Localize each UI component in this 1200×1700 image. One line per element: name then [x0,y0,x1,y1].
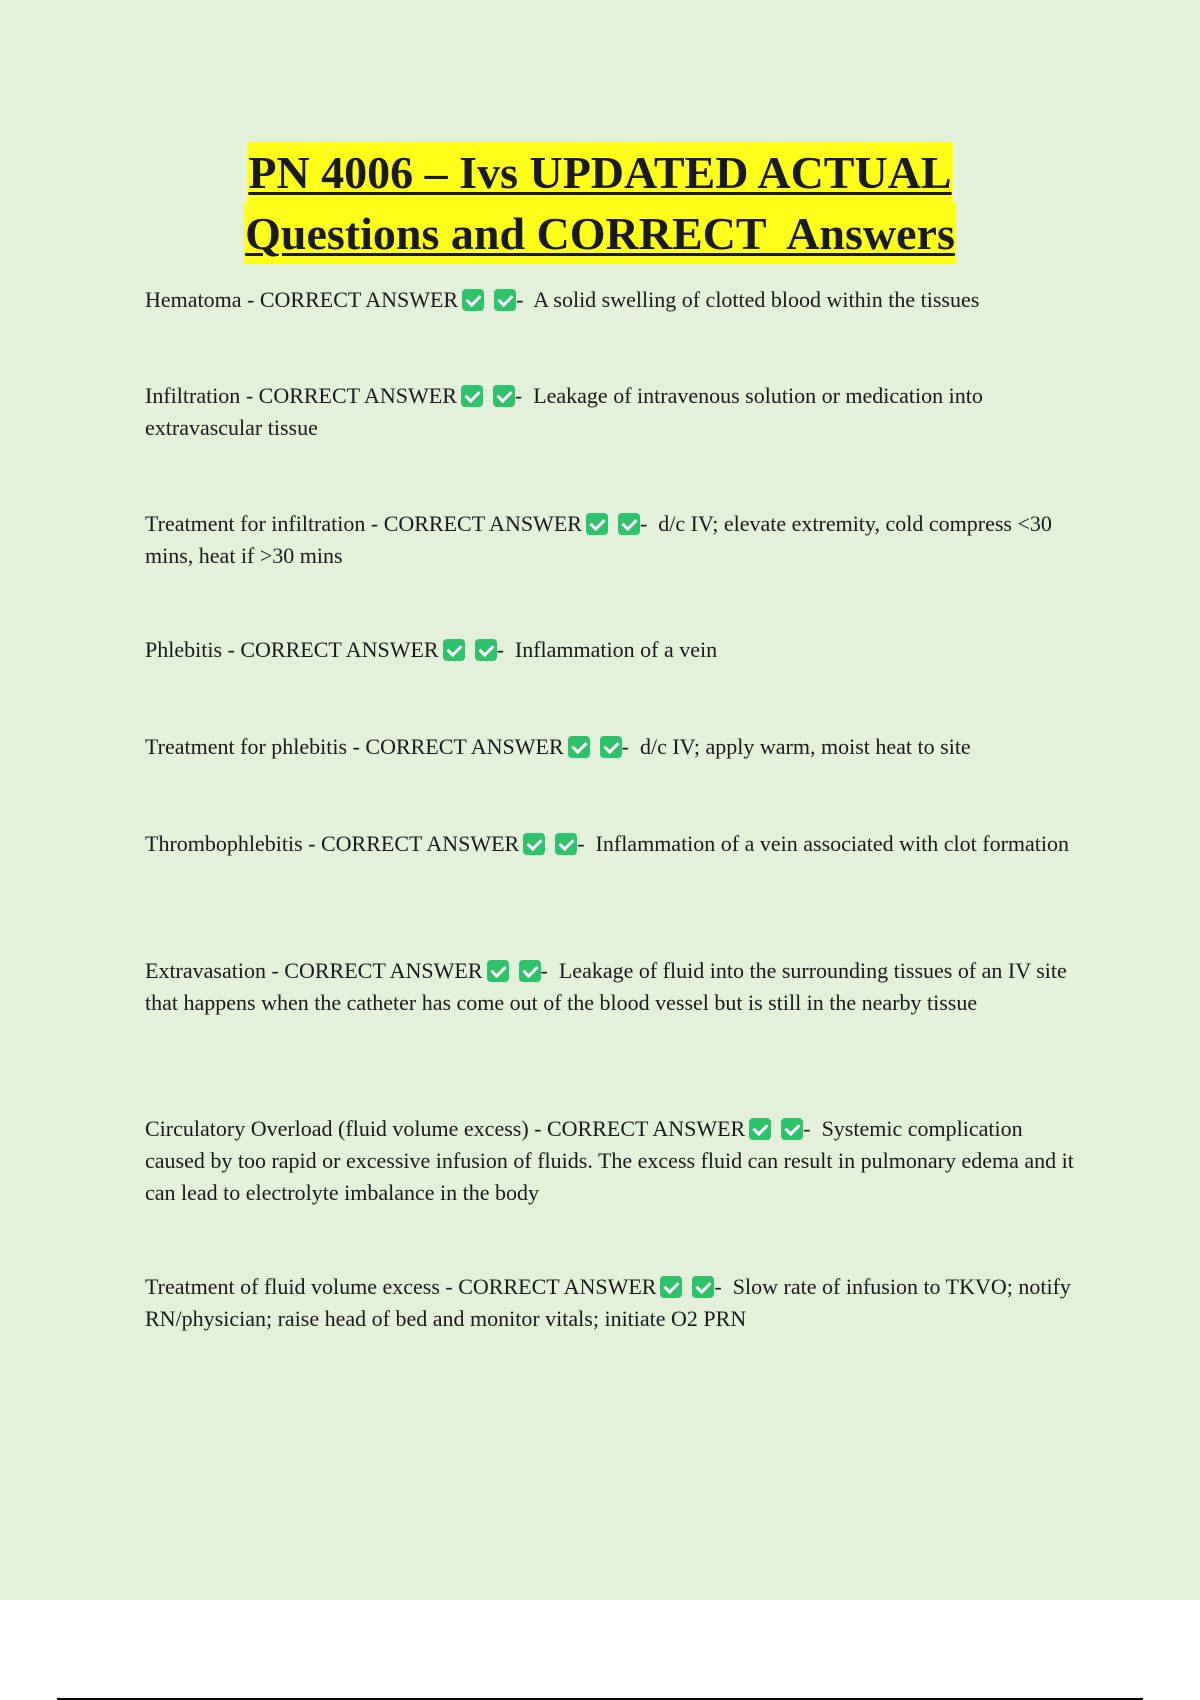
check-mark-icon [519,960,541,982]
check-mark-icon [555,833,577,855]
entry-answer: Leakage of fluid into the surrounding tissues of an IV site that happens when the catheter has come out of the blood vessel but is still in the nearby tissue [145,958,1067,1015]
qa-entry-treatment-phlebitis [145,731,1075,763]
entry-separator: - [577,831,596,856]
entry-separator: - [803,1116,822,1141]
entry-separator: - [516,287,534,312]
entry-answer: Leakage of intravenous solution or medication into extravascular tissue [145,383,983,440]
entry-label: - CORRECT ANSWER [347,734,564,759]
entry-answer: Slow rate of infusion to TKVO; notify RN/physician; raise head of bed and monitor vitals; initiate O2 PRN [145,1274,1071,1331]
title-line-2: Questions and CORRECT Answers [244,203,956,264]
check-mark-icon [462,289,484,311]
entry-separator: - [621,734,640,759]
check-mark-icon [749,1118,771,1140]
entry-separator: - [540,958,559,983]
qa-entry-infiltration [145,380,1075,444]
entry-term: Thrombophlebitis [145,831,303,856]
entry-label: - CORRECT ANSWER [302,831,520,856]
entry-label: - CORRECT ANSWER [222,637,439,662]
qa-entry-treatment-fluid-volume-excess [145,1271,1075,1335]
qa-entry-extravasation [145,955,1075,1019]
entry-term: Infiltration [145,383,241,408]
entry-label: - CORRECT ANSWER [528,1116,746,1141]
entry-separator: - [639,511,659,536]
check-mark-icon [568,736,590,758]
check-mark-icon [494,289,516,311]
check-mark-icon [493,385,515,407]
check-mark-icon [660,1276,682,1298]
qa-entry-treatment-infiltration [145,508,1075,572]
check-mark-icon [618,513,640,535]
check-mark-icon [781,1118,803,1140]
check-mark-icon [600,736,622,758]
entry-term: Circulatory Overload (fluid volume excess) [145,1116,529,1141]
check-mark-icon [487,960,509,982]
entry-separator: - [496,637,515,662]
entry-answer: d/c IV; apply warm, moist heat to site [639,734,971,759]
check-mark-icon [443,639,465,661]
page-title [0,142,1200,264]
entry-label: - CORRECT ANSWER [241,287,459,312]
entry-term: Phlebitis [145,637,223,662]
entry-label: - CORRECT ANSWER [439,1274,657,1299]
check-mark-icon [523,833,545,855]
qa-entry-hematoma [145,284,1075,316]
entry-answer: Systemic complication caused by too rapid or excessive infusion of fluids. The excess fluid can result in pulmonary edema and it can lead to electrolyte imbalance in the body [145,1116,1074,1205]
check-mark-icon [475,639,497,661]
entry-separator: - [514,383,534,408]
entry-answer: d/c IV; elevate extremity, cold compress <30 mins, heat if >30 mins [145,511,1052,568]
entry-label: - CORRECT ANSWER [240,383,457,408]
entry-label: - CORRECT ANSWER [265,958,483,983]
qa-entry-thrombophlebitis [145,828,1075,860]
entry-label: - CORRECT ANSWER [365,511,582,536]
check-mark-icon [586,513,608,535]
entry-term: Treatment for phlebitis [145,734,348,759]
entry-term: Treatment of fluid volume excess [145,1274,440,1299]
entry-answer: Inflammation of a vein [514,637,718,662]
check-mark-icon [692,1276,714,1298]
entry-separator: - [714,1274,733,1299]
entry-answer: Inflammation of a vein associated with clot formation [595,831,1070,856]
entry-term: Extravasation [145,958,266,983]
qa-entry-circulatory-overload [145,1113,1075,1209]
entry-term: Hematoma [145,287,242,312]
qa-entry-phlebitis [145,634,1075,666]
entry-answer: A solid swelling of clotted blood within the tissues [533,287,980,312]
check-mark-icon [461,385,483,407]
title-line-1: PN 4006 – Ivs UPDATED ACTUAL [247,142,952,203]
entry-term: Treatment for infiltration [145,511,366,536]
